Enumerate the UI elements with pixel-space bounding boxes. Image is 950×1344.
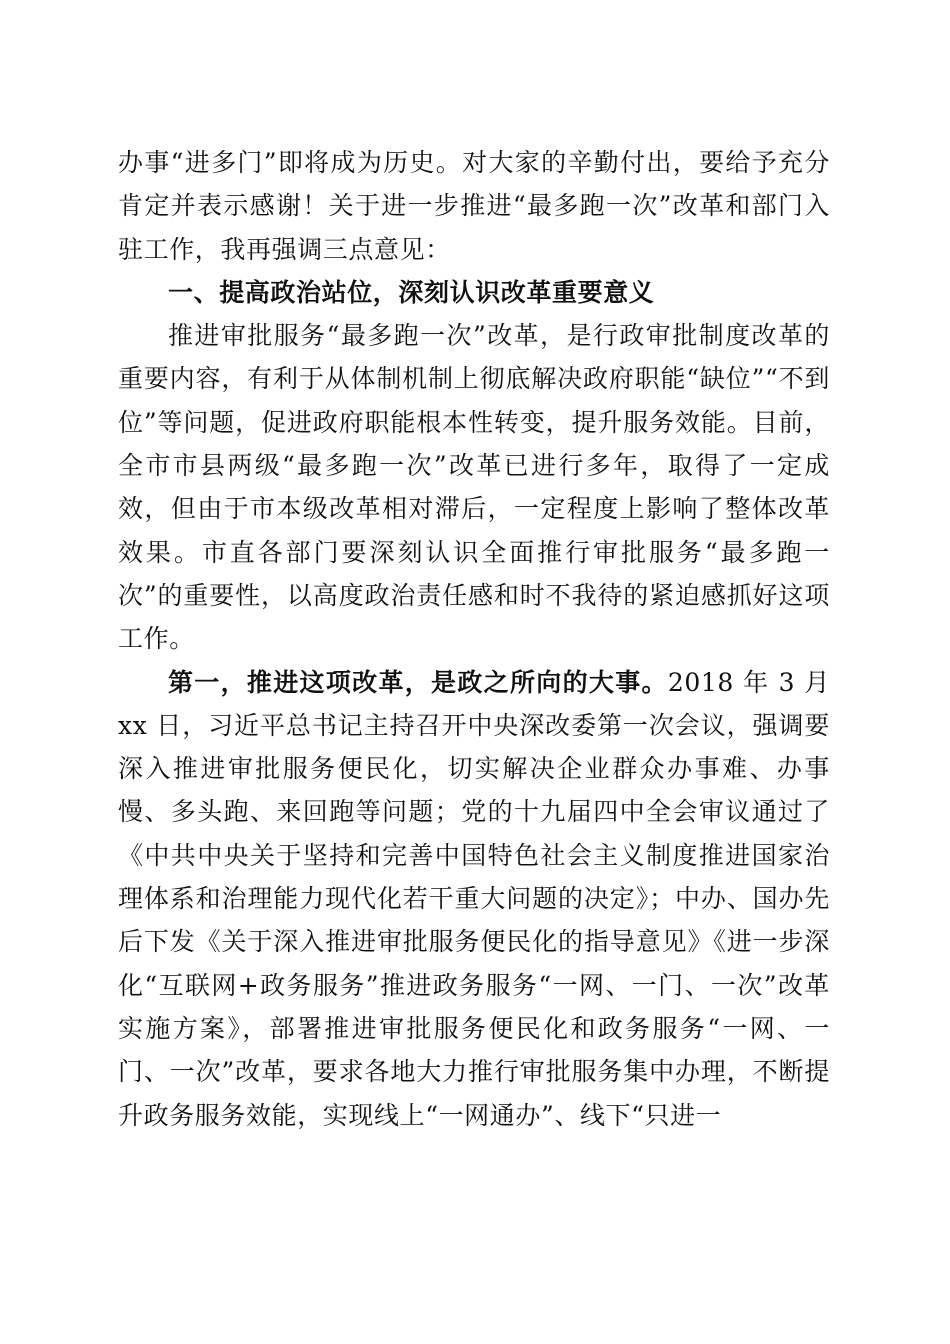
document-body bbox=[118, 141, 830, 1137]
paragraph-continuation: 办事“进多门”即将成为历史。对大家的辛勤付出，要给予充分肯定并表示感谢！关于进一步推进“最多跑一次”改革和部门入驻工作，我再强调三点意见： bbox=[118, 148, 830, 264]
paragraph-first-point bbox=[118, 661, 830, 1137]
section-heading: 一、提高政治站位，深刻认识改革重要意义 bbox=[168, 277, 655, 307]
paragraph-first-lead: 第一，推进这项改革，是政之所向的大事。 bbox=[168, 667, 668, 697]
paragraph-first-body: 2018 年 3 月 xx 日，习近平总书记主持召开中央深改委第一次会议，强调要深入推进审批服务便民化，切实解决企业群众办事难、办事慢、多头跑、来回跑等问题；党的十九届四中全会审议通过了《中共中央关于坚持和完善中国特色社会主义制度推进国家治理体系和治理能力现代化若干重大问题的决定》；中办、国办先后下发《关于深入推进审批服务便民化的指导意见》《进一步深化“互联网+政务服务”推进政务服务“一网、一门、一次”改革实施方案》，部署推进审批服务便民化和政务服务“一网、一门、一次”改革，要求各地大力推行审批服务集中办理，不断提升政务服务效能，实现线上“一网通办”、线下“只进一 bbox=[118, 667, 831, 1130]
paragraph-significance: 推进审批服务“最多跑一次”改革，是行政审批制度改革的重要内容，有利于从体制机制上彻底解决政府职能“缺位”“不到位”等问题，促进政府职能根本性转变，提升服务效能。目前，全市市县两级“最多跑一次”改革已进行多年，取得了一定成效，但由于市本级改革相对滞后，一定程度上影响了整体改革效果。市直各部门要深刻认识全面推行审批服务“最多跑一次”的重要性，以高度政治责任感和时不我待的紧迫感抓好这项工作。 bbox=[118, 321, 830, 654]
